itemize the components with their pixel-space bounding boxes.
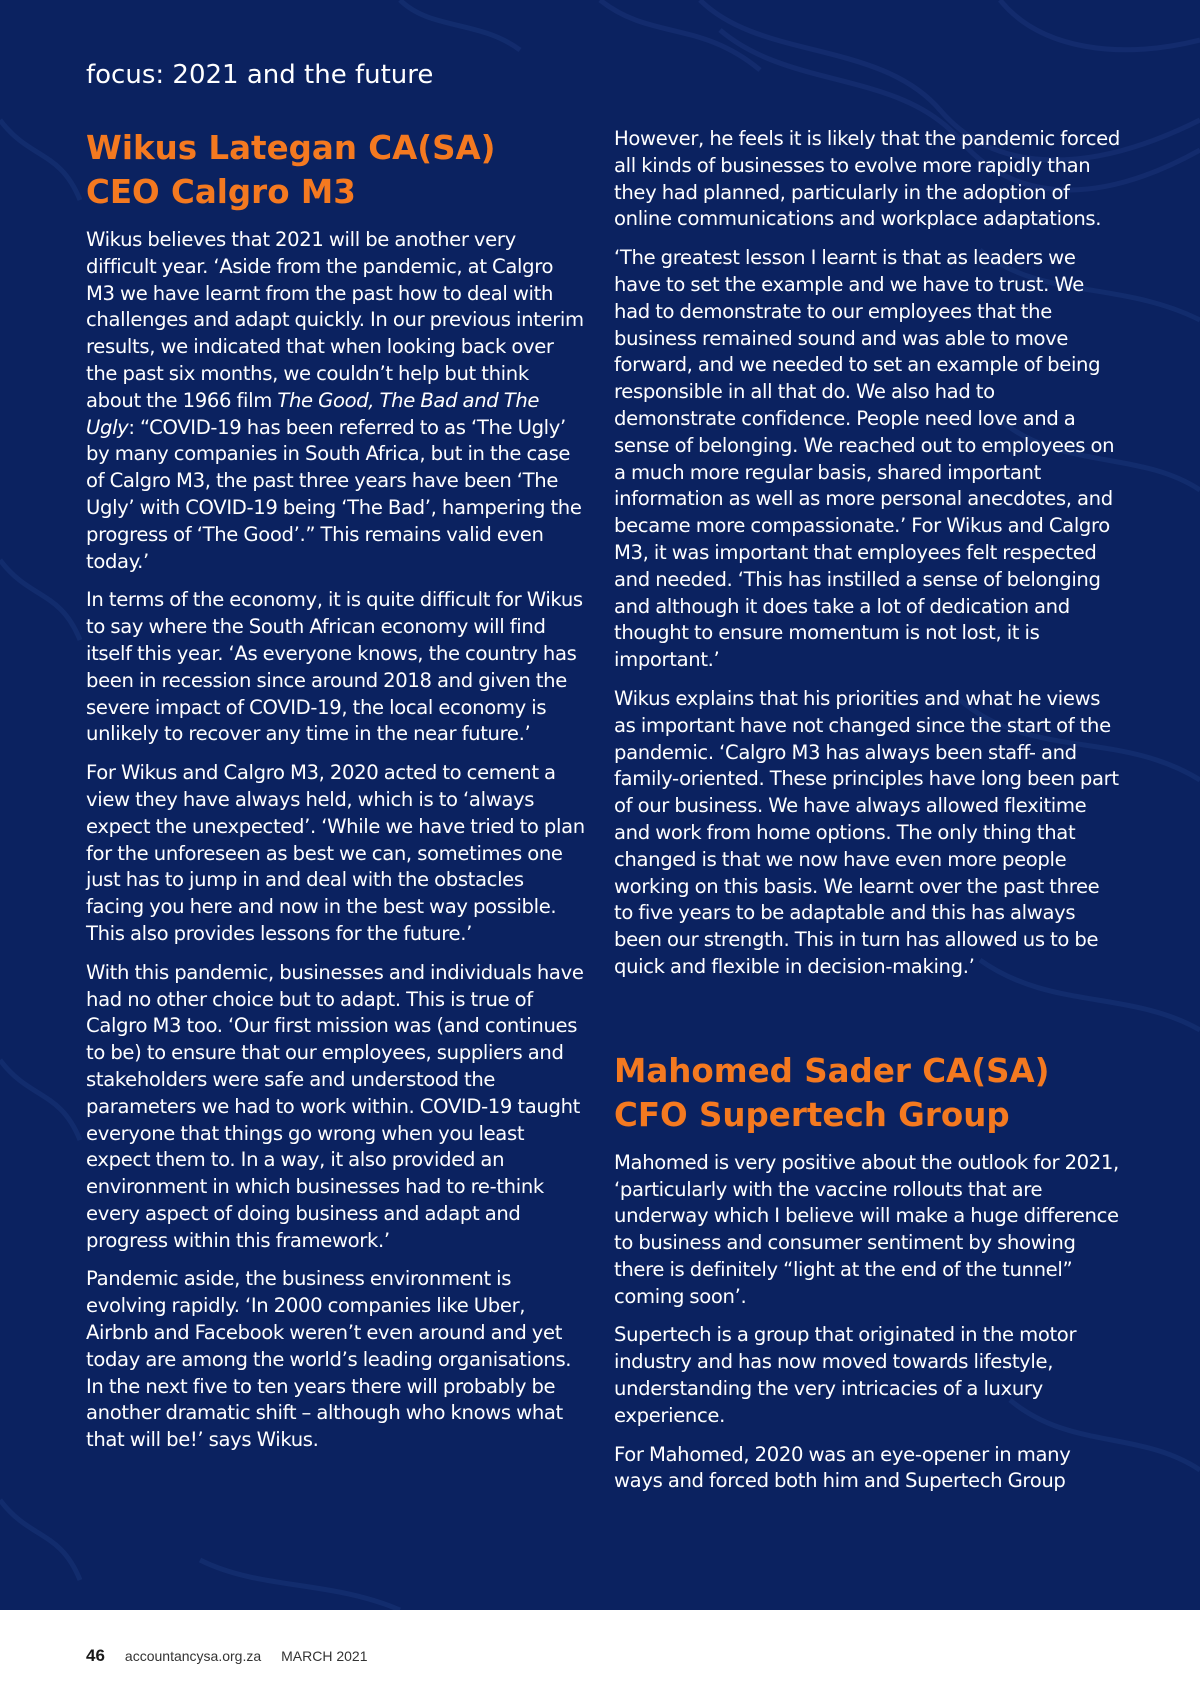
paragraph: For Mahomed, 2020 was an eye-opener in many ways and forced both him and Supertech Group (614, 1442, 1071, 1493)
heading-line-role: CFO Supertech Group (614, 1095, 1010, 1134)
page-footer (0, 1610, 1200, 1696)
heading-line-name: Mahomed Sader CA(SA) (614, 1051, 1050, 1090)
paragraph: In terms of the economy, it is quite difficult for Wikus to say where the South African economy will find itself this year. ‘As everyone knows, the country has been in recession since around 2018 and given the severe impact of COVID-19, the local economy is unlikely to recover any time in the near future.’ (86, 588, 583, 746)
website-link[interactable]: accountancysa.org.za (124, 1648, 262, 1664)
heading-mahomed-sader (614, 1049, 1120, 1137)
paragraph-text: Wikus believes that 2021 will be another very difficult year. ‘Aside from the pandemic, at Calgro M3 we have learnt from the past how to deal with challenges and adapt quickly. In our previous interim results, we indicated that when looking back over the past six months, we couldn’t help but think about the 1966 film (86, 228, 584, 412)
heading-line-name: Wikus Lategan CA(SA) (86, 129, 496, 167)
paragraph (86, 227, 586, 575)
paragraph: Pandemic aside, the business environment is evolving rapidly. ‘In 2000 companies like Uber, Airbnb and Facebook weren’t even around and yet today are among the world’s leading organisations. In the next five to ten years there will probably be another dramatic shift – although who knows what that will be!’ says Wikus. (86, 1267, 572, 1452)
heading-line-role: CEO Calgro M3 (86, 173, 356, 211)
paragraph: For Wikus and Calgro M3, 2020 acted to cement a view they have always held, which is to ‘always expect the unexpected’. ‘While we have tried to plan for the unforeseen as best we can, sometimes one just has to jump in and deal with the obstacles facing you here and now in the best way possible. This also provides lessons for the future.’ (86, 761, 585, 945)
paragraph: However, he feels it is likely that the pandemic forced all kinds of businesses to evolve more rapidly than they had planned, particularly in the adoption of online communications and workplace adaptations. (614, 127, 1120, 231)
paragraph: Wikus explains that his priorities and what he views as important have not changed since the start of the pandemic. ‘Calgro M3 has always been staff- and family-oriented. These principles have long been part of our business. We have always allowed flexitime and work from home options. The only thing that changed is that we now have even more people working on this basis. We learnt over the past three to five years to be adaptable and this has always been our strength. This in turn has allowed us to be quick and flexible in decision-making.’ (614, 686, 1119, 978)
right-column (614, 126, 1120, 1507)
film-title: The Good, The Bad and The Ugly (86, 388, 540, 439)
page-number: 46 (86, 1646, 105, 1665)
paragraph: With this pandemic, businesses and individuals have had no other choice but to adapt. This is true of Calgro M3 too. ‘Our first mission was (and continues to be) to ensure that our employees, suppliers and stakeholders were safe and understood the parameters we had to work within. COVID-19 taught everyone that things go wrong when you least expect them to. In a way, it also provided an environment in which businesses had to re-think every aspect of doing business and adapt and progress within this framework.’ (86, 960, 584, 1252)
issue-date: MARCH 2021 (281, 1648, 368, 1664)
paragraph: ‘The greatest lesson I learnt is that as leaders we have to set the example and we have to trust. We had to demonstrate to our employees that the business remained sound and was able to move forward, and we needed to set an example of being responsible in all that do. We also had to demonstrate confidence. People need love and a sense of belonging. We reached out to employees on a much more regular basis, shared important information as well as more personal anecdotes, and became more compassionate.’ For Wikus and Calgro M3, it was important that employees felt respected and needed. ‘This has instilled a sense of belonging and although it does take a lot of dedication and thought to ensure momentum is not lost, it is important.’ (614, 246, 1115, 672)
left-column (86, 126, 586, 1466)
paragraph-text: : “COVID-19 has been referred to as ‘The Ugly’ by many companies in South Africa, but in the case of Calgro M3, the past three years have been ‘The Ugly’ with COVID-19 being ‘The Bad’, hampering the progress of ‘The Good’.” This remains valid even today.’ (86, 415, 582, 573)
paragraph: Supertech is a group that originated in the motor industry and has now moved towards lifestyle, understanding the very intricacies of a luxury experience. (614, 1323, 1077, 1427)
heading-wikus-lategan (86, 126, 586, 214)
section-kicker: focus: 2021 and the future (86, 60, 434, 90)
paragraph: Mahomed is very positive about the outlook for 2021, ‘particularly with the vaccine rollouts that are underway which I believe will make a huge difference to business and consumer sentiment by showing there is definitely “light at the end of the tunnel” coming soon’. (614, 1150, 1119, 1308)
